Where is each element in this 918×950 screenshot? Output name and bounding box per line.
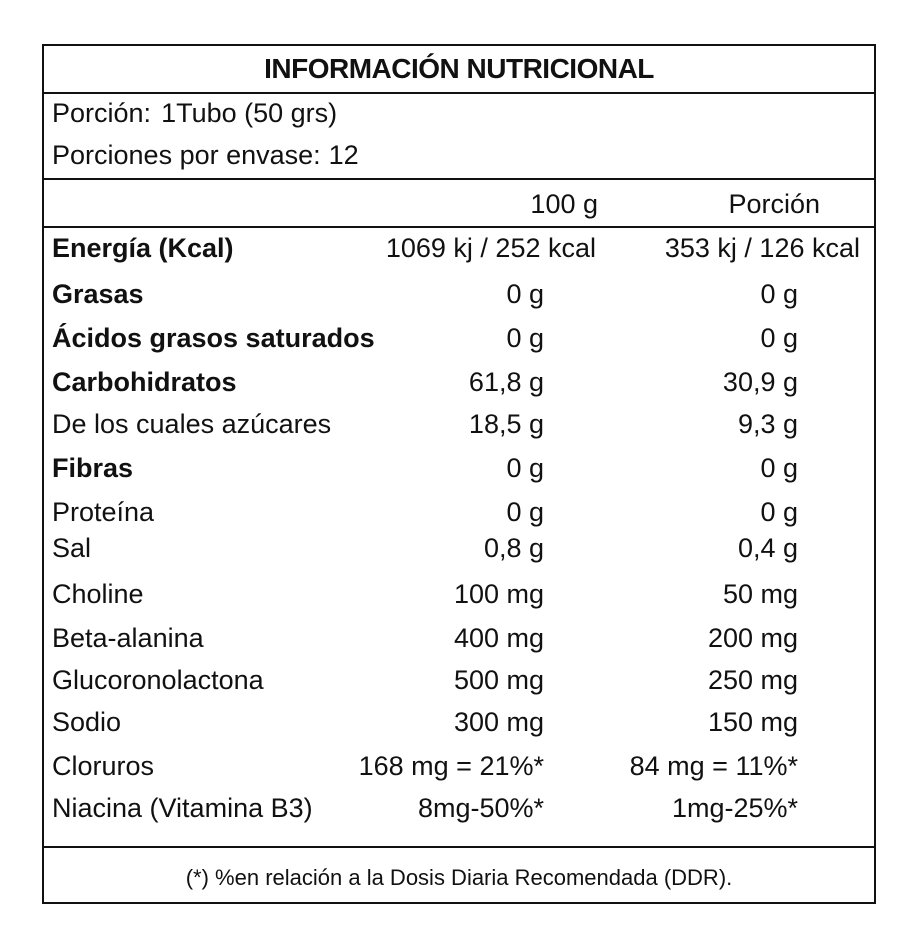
value-per-100g: 0 g: [506, 323, 544, 353]
value-per-portion: 0,4 g: [737, 533, 798, 563]
nutrient-name: Proteína: [52, 497, 155, 527]
portion-value: 1Tubo (50 grs): [161, 98, 338, 128]
nutrient-row: [44, 362, 874, 402]
nutrient-name: De los cuales azúcares: [52, 409, 332, 439]
divider: [44, 846, 874, 848]
nutrient-name: Fibras: [52, 453, 134, 483]
column-header-portion: Porción: [728, 189, 820, 219]
servings-label: Porciones por envase:: [52, 140, 321, 170]
nutrient-name: Carbohidratos: [52, 367, 237, 397]
nutrient-name: Cloruros: [52, 751, 155, 781]
nutrient-row: [44, 788, 874, 828]
value-per-portion: 0 g: [760, 323, 798, 353]
nutrient-row: [44, 746, 874, 786]
value-per-portion: 0 g: [760, 279, 798, 309]
nutrient-row: [44, 618, 874, 658]
nutrient-row: [44, 448, 874, 488]
nutrient-row: [44, 574, 874, 614]
nutrient-row: [44, 318, 874, 358]
value-per-portion: 150 mg: [707, 707, 798, 737]
nutrient-name: Grasas: [52, 279, 144, 309]
nutrient-name: Choline: [52, 579, 144, 609]
value-per-portion: 250 mg: [707, 665, 798, 695]
nutrient-name: Sodio: [52, 707, 122, 737]
nutrient-name: Ácidos grasos saturados: [52, 323, 375, 353]
value-per-portion: 353 kj / 126 kcal: [664, 233, 860, 263]
portion-line: [52, 96, 337, 130]
value-per-100g: 300 mg: [453, 707, 544, 737]
servings-value: 12: [328, 140, 359, 170]
value-per-100g: 100 mg: [453, 579, 544, 609]
label-title: INFORMACIÓN NUTRICIONAL: [264, 53, 654, 84]
value-per-portion: 200 mg: [707, 623, 798, 653]
portion-label: Porción:: [52, 98, 152, 128]
value-per-portion: 9,3 g: [737, 409, 798, 439]
nutrient-row: [44, 404, 874, 444]
value-per-100g: 18,5 g: [468, 409, 544, 439]
nutrient-name: Beta-alanina: [52, 623, 204, 653]
divider: [44, 92, 874, 94]
nutrient-row: [44, 528, 874, 568]
column-header-100g: 100 g: [530, 189, 598, 219]
value-per-100g: 0 g: [506, 453, 544, 483]
value-per-portion: 1mg-25%*: [671, 793, 798, 823]
value-per-100g: 0 g: [506, 279, 544, 309]
nutrient-name: Sal: [52, 533, 92, 563]
value-per-100g: 1069 kj / 252 kcal: [385, 233, 596, 263]
nutrient-name: Glucoronolactona: [52, 665, 264, 695]
divider: [44, 178, 874, 180]
value-per-portion: 30,9 g: [722, 367, 798, 397]
footnote: (*) %en relación a la Dosis Diaria Recomendada (DDR).: [185, 865, 733, 890]
nutrient-row: [44, 228, 874, 268]
value-per-100g: 400 mg: [453, 623, 544, 653]
nutrition-label: [42, 44, 876, 904]
value-per-100g: 500 mg: [453, 665, 544, 695]
value-per-portion: 50 mg: [722, 579, 798, 609]
nutrient-row: [44, 702, 874, 742]
value-per-portion: 84 mg = 11%*: [629, 751, 798, 781]
nutrient-row: [44, 660, 874, 700]
nutrient-row: [44, 492, 874, 532]
value-per-100g: 8mg-50%*: [417, 793, 544, 823]
value-per-100g: 61,8 g: [468, 367, 544, 397]
value-per-portion: 0 g: [760, 453, 798, 483]
value-per-100g: 0 g: [506, 497, 544, 527]
value-per-100g: 168 mg = 21%*: [358, 751, 544, 781]
servings-line: [52, 138, 359, 172]
value-per-portion: 0 g: [760, 497, 798, 527]
nutrient-name: Energía (Kcal): [52, 233, 234, 263]
nutrient-row: [44, 274, 874, 314]
nutrient-name: Niacina (Vitamina B3): [52, 793, 313, 823]
value-per-100g: 0,8 g: [483, 533, 544, 563]
